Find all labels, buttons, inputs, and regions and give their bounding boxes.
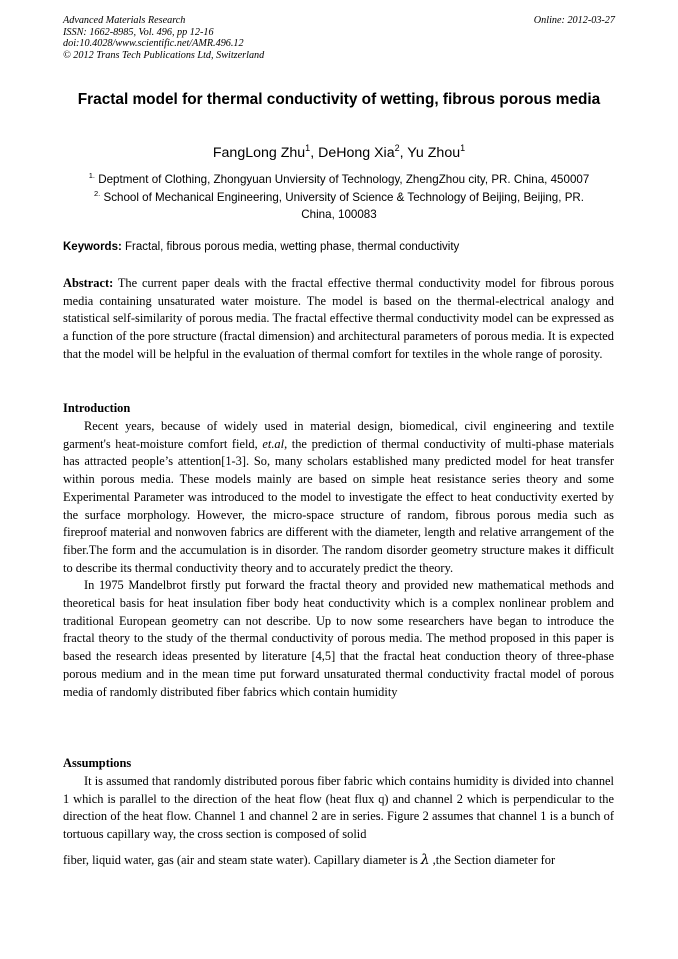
keywords (63, 241, 623, 253)
affiliation-number: 1. (88, 171, 95, 180)
paper-title: Fractal model for thermal conductivity of wetting, fibrous porous media (77, 91, 601, 108)
journal-header (63, 15, 615, 61)
assumptions-body (63, 773, 614, 844)
author-name: FangLong Zhu (212, 145, 306, 161)
paragraph (63, 418, 614, 577)
affiliation-2-cont: China, 100083 (301, 208, 377, 221)
paragraph-text: ,the Section diameter for (432, 853, 556, 867)
author-affil-sup: 1 (305, 143, 311, 153)
author-affil-sup: 1 (460, 143, 466, 153)
affiliation-text: Deptment of Clothing, Zhongyuan Unviersity of Technology, ZhengZhou city, PR. China, 450007 (98, 173, 590, 186)
paragraph-text: , the prediction of thermal conductivity of multi-phase materials has attracted people’s attention[1-3]. So, many scholars established many predicted model for heat transfer within porous media. These models mainly are based on simple heat resistance series theory and some Experimental Parameter was introduced to the model to investigate the effect to heat conductivity exerted by the surface morphology. However, the micro-space structure of random, fibrous porous media such as fireproof material and nonwoven fabrics are different with the diameter, length and relative arrangement of the fiber.The form and the accumulation is in disorder. The random disorder geometry structure makes it difficult to describe its thermal conductivity theory and to accurately predict the theory. (63, 436, 614, 575)
etal-text: et.al (262, 436, 285, 451)
author-list: FangLong Zhu$^1$, DeHong Xia$^2$, Yu Zhou$^1$ (212, 143, 466, 161)
assumptions-heading: Assumptions (63, 756, 132, 770)
lambda-symbol: λ (420, 852, 430, 868)
doi-line: doi:10.4028/www.scientific.net/AMR.496.12 (63, 38, 244, 50)
author-name: Yu Zhou (407, 145, 461, 161)
affiliation-1 (62, 171, 616, 189)
paragraph-text: fiber, liquid water, gas (air and steam state water). Capillary diameter is (63, 853, 418, 867)
online-date: Online: 2012-03-27 (533, 15, 615, 26)
affiliation-2 (62, 189, 616, 207)
author-name: DeHong Xia (318, 145, 395, 161)
introduction-body (63, 418, 614, 701)
assumptions-last-line (63, 852, 614, 870)
paragraph-text: Recent years, because of widely used in material design, biomedical, civil engineering and textile garment's heat-moisture comfort field, (63, 419, 614, 451)
paragraph: It is assumed that randomly distributed porous fiber fabric which contains humidity is divided into channel 1 which is parallel to the direction of the heat flow (heat flux q) and channel 2 which is perpendicular to the direction of the heat flow. Channel 1 and channel 2 are in series. Figure 2 assumes that channel 1 is a bunch of tortuous capillary way, the cross section is composed of solid (63, 774, 614, 842)
keywords-label: Keywords: (63, 241, 122, 253)
keywords-text: Fractal, fibrous porous media, wetting phase, thermal conductivity (125, 241, 460, 253)
journal-name: Advanced Materials Research (63, 15, 186, 26)
affiliation-number: 2. (93, 188, 101, 198)
abstract-label: Abstract: (63, 276, 114, 290)
paragraph: In 1975 Mandelbrot firstly put forward the fractal theory and provided new mathematical methods and theoretical basis for heat insulation fiber body heat conductivity which is a complex nonlinear problem and traditional European geometry can not describe. Up to now some researchers have began to introduce the fractal theory to the study of the thermal conductivity of porous media. The method proposed in this paper is based the research ideas presented by literature [4,5] that the fractal heat conduction theory of three-phase porous medium and in the mean time put forward unsaturated thermal conductivity fractal model of porous media of randomly distributed fiber fabrics which contain humidity (63, 578, 614, 699)
affiliations (62, 171, 616, 224)
introduction-heading: Introduction (63, 401, 131, 415)
abstract-text: The current paper deals with the fractal effective thermal conductivity model for fibrous porous media containing unsaturated water moisture. The model is based on the thermal-electrical analogy and statistical self-similarity of porous media. The fractal effective thermal conductivity model can be expressed as a function of the pore structure (fractal dimension) and architectural parameters of porous media. It is expected that the model will be helpful in the evaluation of thermal comfort for textiles in the whole range of porosity. (63, 276, 615, 361)
issn-line: ISSN: 1662-8985, Vol. 496, pp 12-16 (63, 26, 214, 38)
abstract (63, 275, 614, 364)
copyright-line: © 2012 Trans Tech Publications Ltd, Switzerland (63, 49, 265, 61)
affiliation-text: School of Mechanical Engineering, University of Science & Technology of Beijing, Beijing, PR. (103, 190, 585, 204)
author-affil-sup: 2 (394, 143, 400, 153)
